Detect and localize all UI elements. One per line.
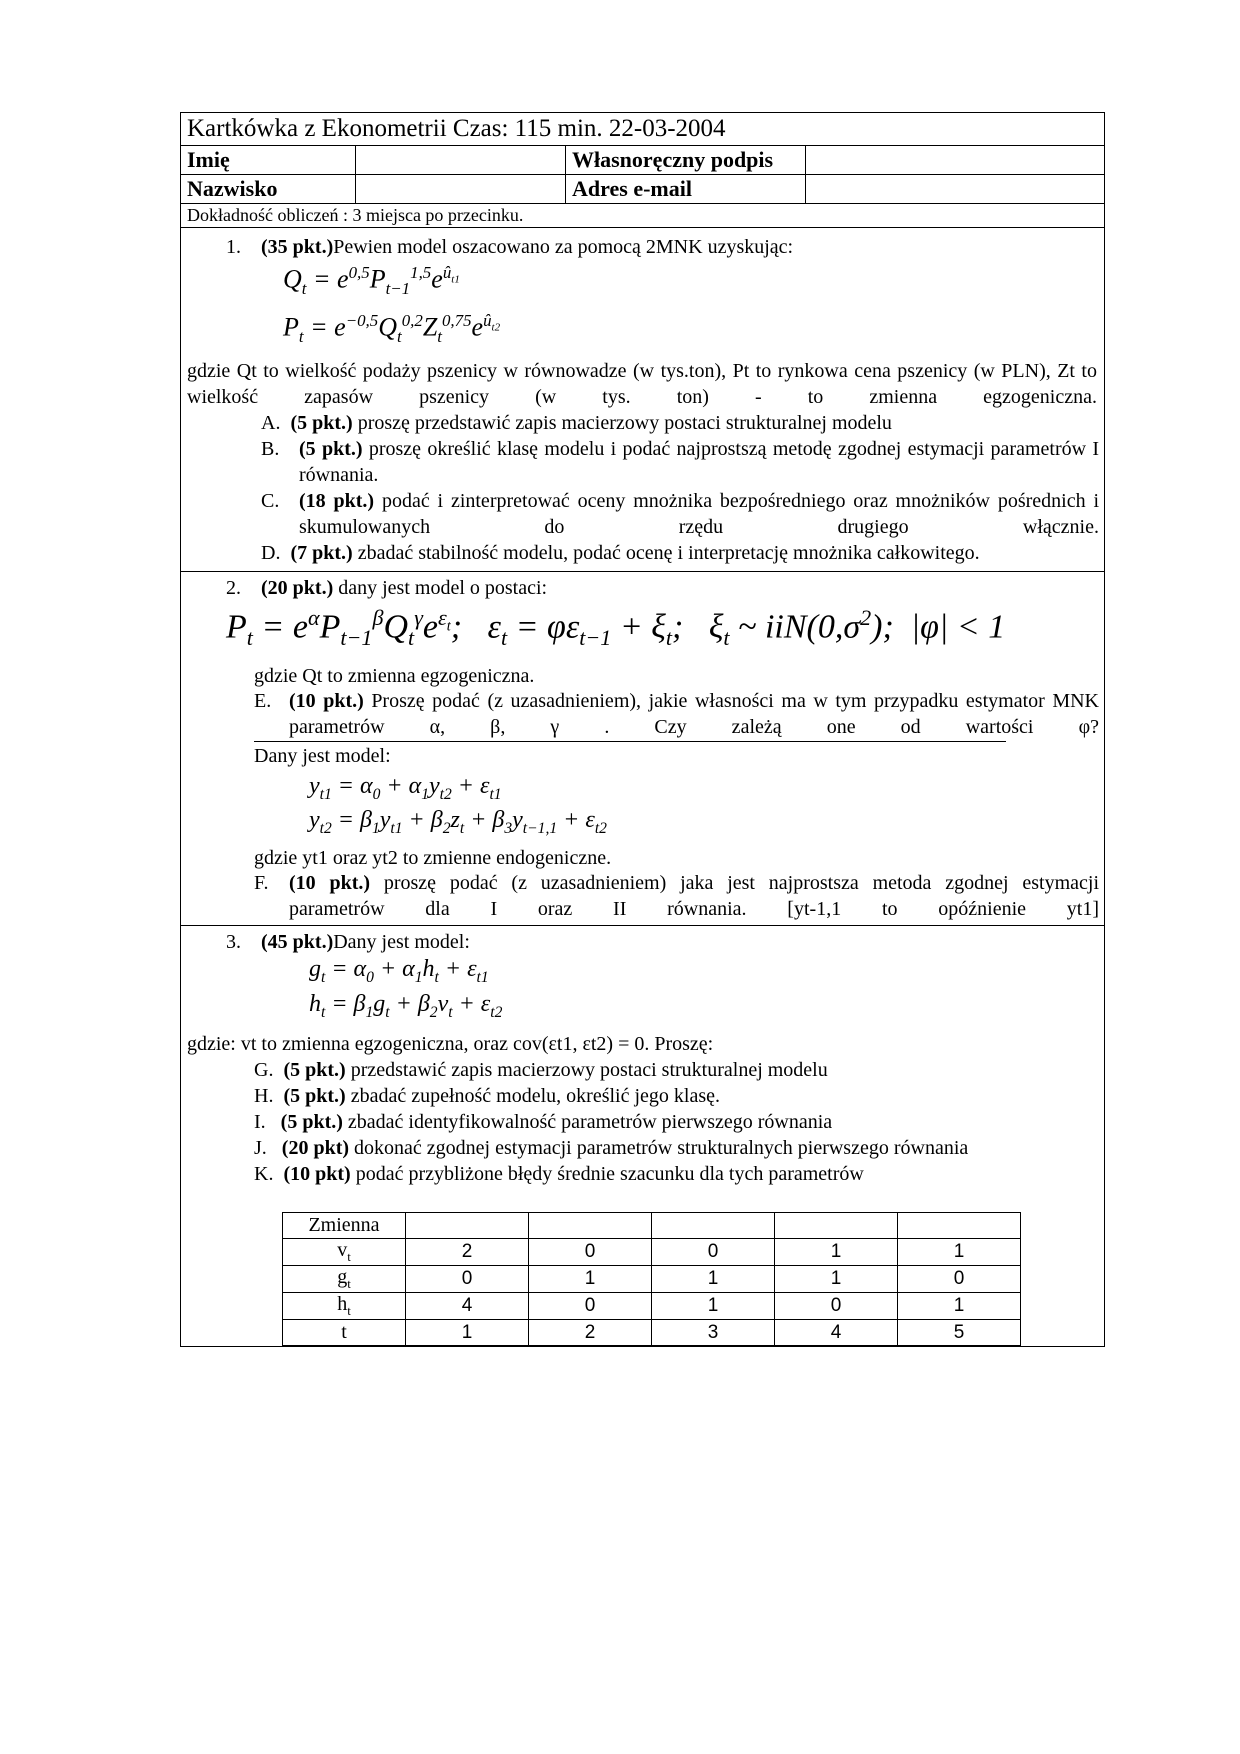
table-cell: 1 (898, 1293, 1021, 1320)
task2-item-f: (10 pkt.) proszę podać (z uzasadnieniem) jaka jest najprostsza metoda zgodnej estymacji parametrów dla I oraz II równania. [yt-1,1 to opóźnienie yt1] (289, 872, 1100, 920)
table-cell: 4 (406, 1293, 529, 1320)
task3-item-k: K. (10 pkt) podać przybliżone błędy średnie szacunku dla tych parametrów (254, 1163, 864, 1185)
task3-item-h: H. (5 pkt.) zbadać zupełność modelu, określić jego klasę. (254, 1085, 720, 1107)
table-cell: 1 (775, 1266, 898, 1293)
task3-equation-h: $h_t = \beta_1g_t + \beta_2v_t + \varepsilon_{t2}$ (309, 991, 503, 1021)
task1-number: 1. (226, 236, 241, 258)
exam-title: Kartkówka z Ekonometrii Czas: 115 min. 22-03-2004 (187, 115, 726, 142)
table-cell: 1 (775, 1239, 898, 1266)
task2-exo-note: gdzie Qt to zmienna egzogeniczna. (254, 665, 535, 687)
task1-item-b-letter: B. (261, 438, 280, 460)
table-cell: 1 (652, 1266, 775, 1293)
task2-equation-y2: $y_{t2} = \beta_1y_{t1} + \beta_2z_t + \beta_3y_{t-1,1} + \varepsilon_{t2}$ (309, 807, 607, 837)
task1-item-b: (5 pkt.) proszę określić klasę modelu i podać najprostszą metodę zgodnej estymacji parametrów I równania. (299, 438, 1100, 486)
task2-header (226, 575, 547, 601)
row-label: $g_t$ (283, 1266, 406, 1293)
task2-item-e-letter: E. (254, 690, 272, 712)
task2-dany: Dany jest model: (254, 745, 391, 767)
task2-points: (20 pkt.) (261, 577, 334, 599)
table-row (283, 1213, 1021, 1239)
table-cell: 1 (652, 1293, 775, 1320)
task1-equation-1: $Q_t = e^{0,5}P_{t-1}^{1,5}e^{û_{t1}}$ (283, 263, 460, 298)
name-row (181, 146, 1104, 175)
task3-condition: gdzie: vt to zmienna egzogeniczna, oraz cov(εt1, εt2) = 0. Proszę: (187, 1033, 714, 1055)
row-label: $v_t$ (283, 1239, 406, 1266)
task1-item-a: A. (5 pkt.) proszę przedstawić zapis macierzowy postaci strukturalnej modelu (261, 412, 892, 434)
table-cell: 0 (529, 1239, 652, 1266)
imie-field[interactable] (356, 146, 566, 174)
data-table (282, 1212, 1021, 1346)
table-cell: 2 (406, 1239, 529, 1266)
table-cell: 2 (529, 1320, 652, 1346)
task3-intro: Dany jest model: (333, 931, 470, 953)
precision-note: Dokładność obliczeń : 3 miejsca po przecinku. (187, 205, 524, 225)
task1-description: gdzie Qt to wielkość podaży pszenicy w równowadze (w tys.ton), Pt to rynkowa cena pszenicy (w PLN), Zt to wielkość zapasów pszenicy (w tys. ton) - to zmienna egzogeniczna. (187, 360, 1097, 408)
task2-equation-y1: $y_{t1} = \alpha_0 + \alpha_1y_{t2} + \varepsilon_{t1}$ (309, 773, 502, 803)
task1-equation-2: $P_t = e^{-0,5}Q_t^{0,2}Z_t^{0,75}e^{û_{t2}}$ (283, 311, 501, 346)
task2-equation: $P_t = e^\alpha P_{t-1}^\beta Q_t^\gamma e^{\varepsilon_t}$; $\varepsilon_t = \varphi\varepsilon_{t-1} + \xi_t$; $\xi_t$ ~ $iiN(0,\sigma^2)$; |φ| < 1 (226, 605, 1006, 651)
table-cell: 3 (652, 1320, 775, 1346)
table-row (283, 1239, 1021, 1266)
exam-sheet (180, 112, 1105, 1347)
podpis-label: Własnoręczny podpis (572, 147, 774, 172)
table-cell: 5 (898, 1320, 1021, 1346)
task1-item-c-letter: C. (261, 490, 280, 512)
task3-equation-g: $g_t = \alpha_0 + \alpha_1h_t + \varepsilon_{t1}$ (309, 956, 489, 986)
table-cell: 4 (775, 1320, 898, 1346)
table-cell: 0 (406, 1266, 529, 1293)
table-cell: 0 (529, 1293, 652, 1320)
table-cell: 1 (529, 1266, 652, 1293)
table-cell: 0 (775, 1293, 898, 1320)
table-row (283, 1320, 1021, 1346)
row-label: t (283, 1320, 406, 1346)
table-cell: 0 (652, 1239, 775, 1266)
task3-number: 3. (226, 931, 241, 953)
task1-header (226, 234, 793, 260)
table-row (283, 1293, 1021, 1320)
table-header: Zmienna (283, 1213, 406, 1239)
task3-item-i: I. (5 pkt.) zbadać identyfikowalność parametrów pierwszego równania (254, 1111, 833, 1133)
nazwisko-field[interactable] (356, 175, 566, 203)
table-cell: 1 (898, 1239, 1021, 1266)
task2-separator (181, 925, 1104, 926)
precision-row (181, 204, 1104, 228)
imie-label: Imię (187, 147, 230, 172)
surname-row (181, 175, 1104, 204)
task2-intro: dany jest model o postaci: (338, 577, 548, 599)
table-cell: 0 (898, 1266, 1021, 1293)
task1-item-c: (18 pkt.) podać i zinterpretować oceny mnożnika bezpośredniego oraz mnożników pośrednich i skumulowanych do rzędu drugiego włącznie. (299, 490, 1099, 538)
podpis-field[interactable] (806, 146, 1104, 174)
task2-underline (254, 741, 1006, 742)
task3-header (226, 929, 470, 955)
task3-points: (45 pkt.) (261, 931, 334, 953)
row-label: $h_t$ (283, 1293, 406, 1320)
task1-separator (181, 571, 1104, 572)
task2-number: 2. (226, 577, 241, 599)
task1-item-d: D. (7 pkt.) zbadać stabilność modelu, podać ocenę i interpretację mnożnika całkowitego. (261, 542, 980, 564)
task3-item-j: J. (20 pkt) dokonać zgodnej estymacji parametrów strukturalnych pierwszego równania (254, 1137, 969, 1159)
email-label: Adres e-mail (572, 176, 692, 201)
task2-item-e: (10 pkt.) Proszę podać (z uzasadnieniem), jakie własności ma w tym przypadku estymator MNK parametrów α, β, γ . Czy zależą one od wartości φ? (289, 690, 1100, 738)
task2-item-f-letter: F. (254, 872, 269, 894)
task1-intro: Pewien model oszacowano za pomocą 2MNK uzyskując: (333, 236, 794, 258)
nazwisko-label: Nazwisko (187, 176, 278, 201)
task1-points: (35 pkt.) (261, 236, 334, 258)
email-field[interactable] (806, 175, 1104, 203)
task3-item-g: G. (5 pkt.) przedstawić zapis macierzowy postaci strukturalnej modelu (254, 1059, 828, 1081)
task2-endo-note: gdzie yt1 oraz yt2 to zmienne endogeniczne. (254, 847, 612, 869)
table-cell: 1 (406, 1320, 529, 1346)
table-row (283, 1266, 1021, 1293)
title-row (181, 113, 1104, 146)
